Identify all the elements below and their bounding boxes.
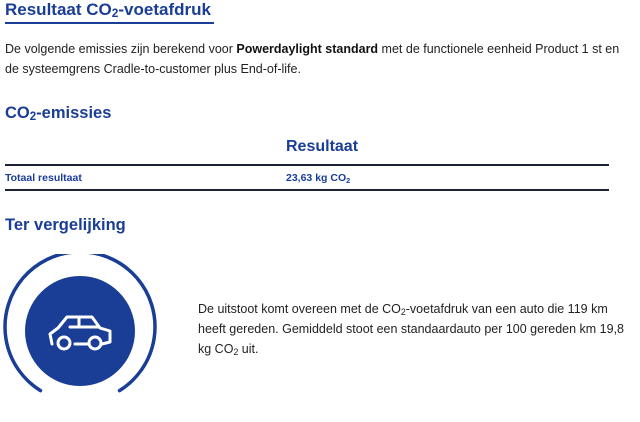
- table-bottom-rule: [5, 189, 609, 191]
- comparison-text: De uitstoot komt overeen met de $CO_2$-voetafdruk van een auto die 119 km heeft gereden. Gemiddeld stoot een standaardauto per 100 gereden km 19,8 kg $CO_2$ uit.: [198, 302, 624, 357]
- page-title: Resultaat $CO_2$-voetafdruk: [5, 0, 211, 20]
- comparison-heading: Ter vergelijking: [5, 216, 126, 234]
- total-result-value: 23,63 kg $CO_2$: [286, 172, 351, 185]
- table-top-rule: [5, 164, 609, 166]
- emissions-heading: $CO_2$-emissies: [5, 104, 112, 123]
- car-icon: [0, 254, 160, 414]
- result-column-header: Resultaat: [286, 138, 359, 155]
- intro-paragraph: De volgende emissies zijn berekend voor Powerdaylight standard met de functionele eenheid Product 1 st en de systeemgrens Cradle-to-customer plus End-of-life.: [5, 42, 620, 76]
- title-underline: [5, 22, 214, 24]
- product-name: Powerdaylight standard: [236, 42, 379, 56]
- total-result-label: Totaal resultaat: [5, 172, 82, 184]
